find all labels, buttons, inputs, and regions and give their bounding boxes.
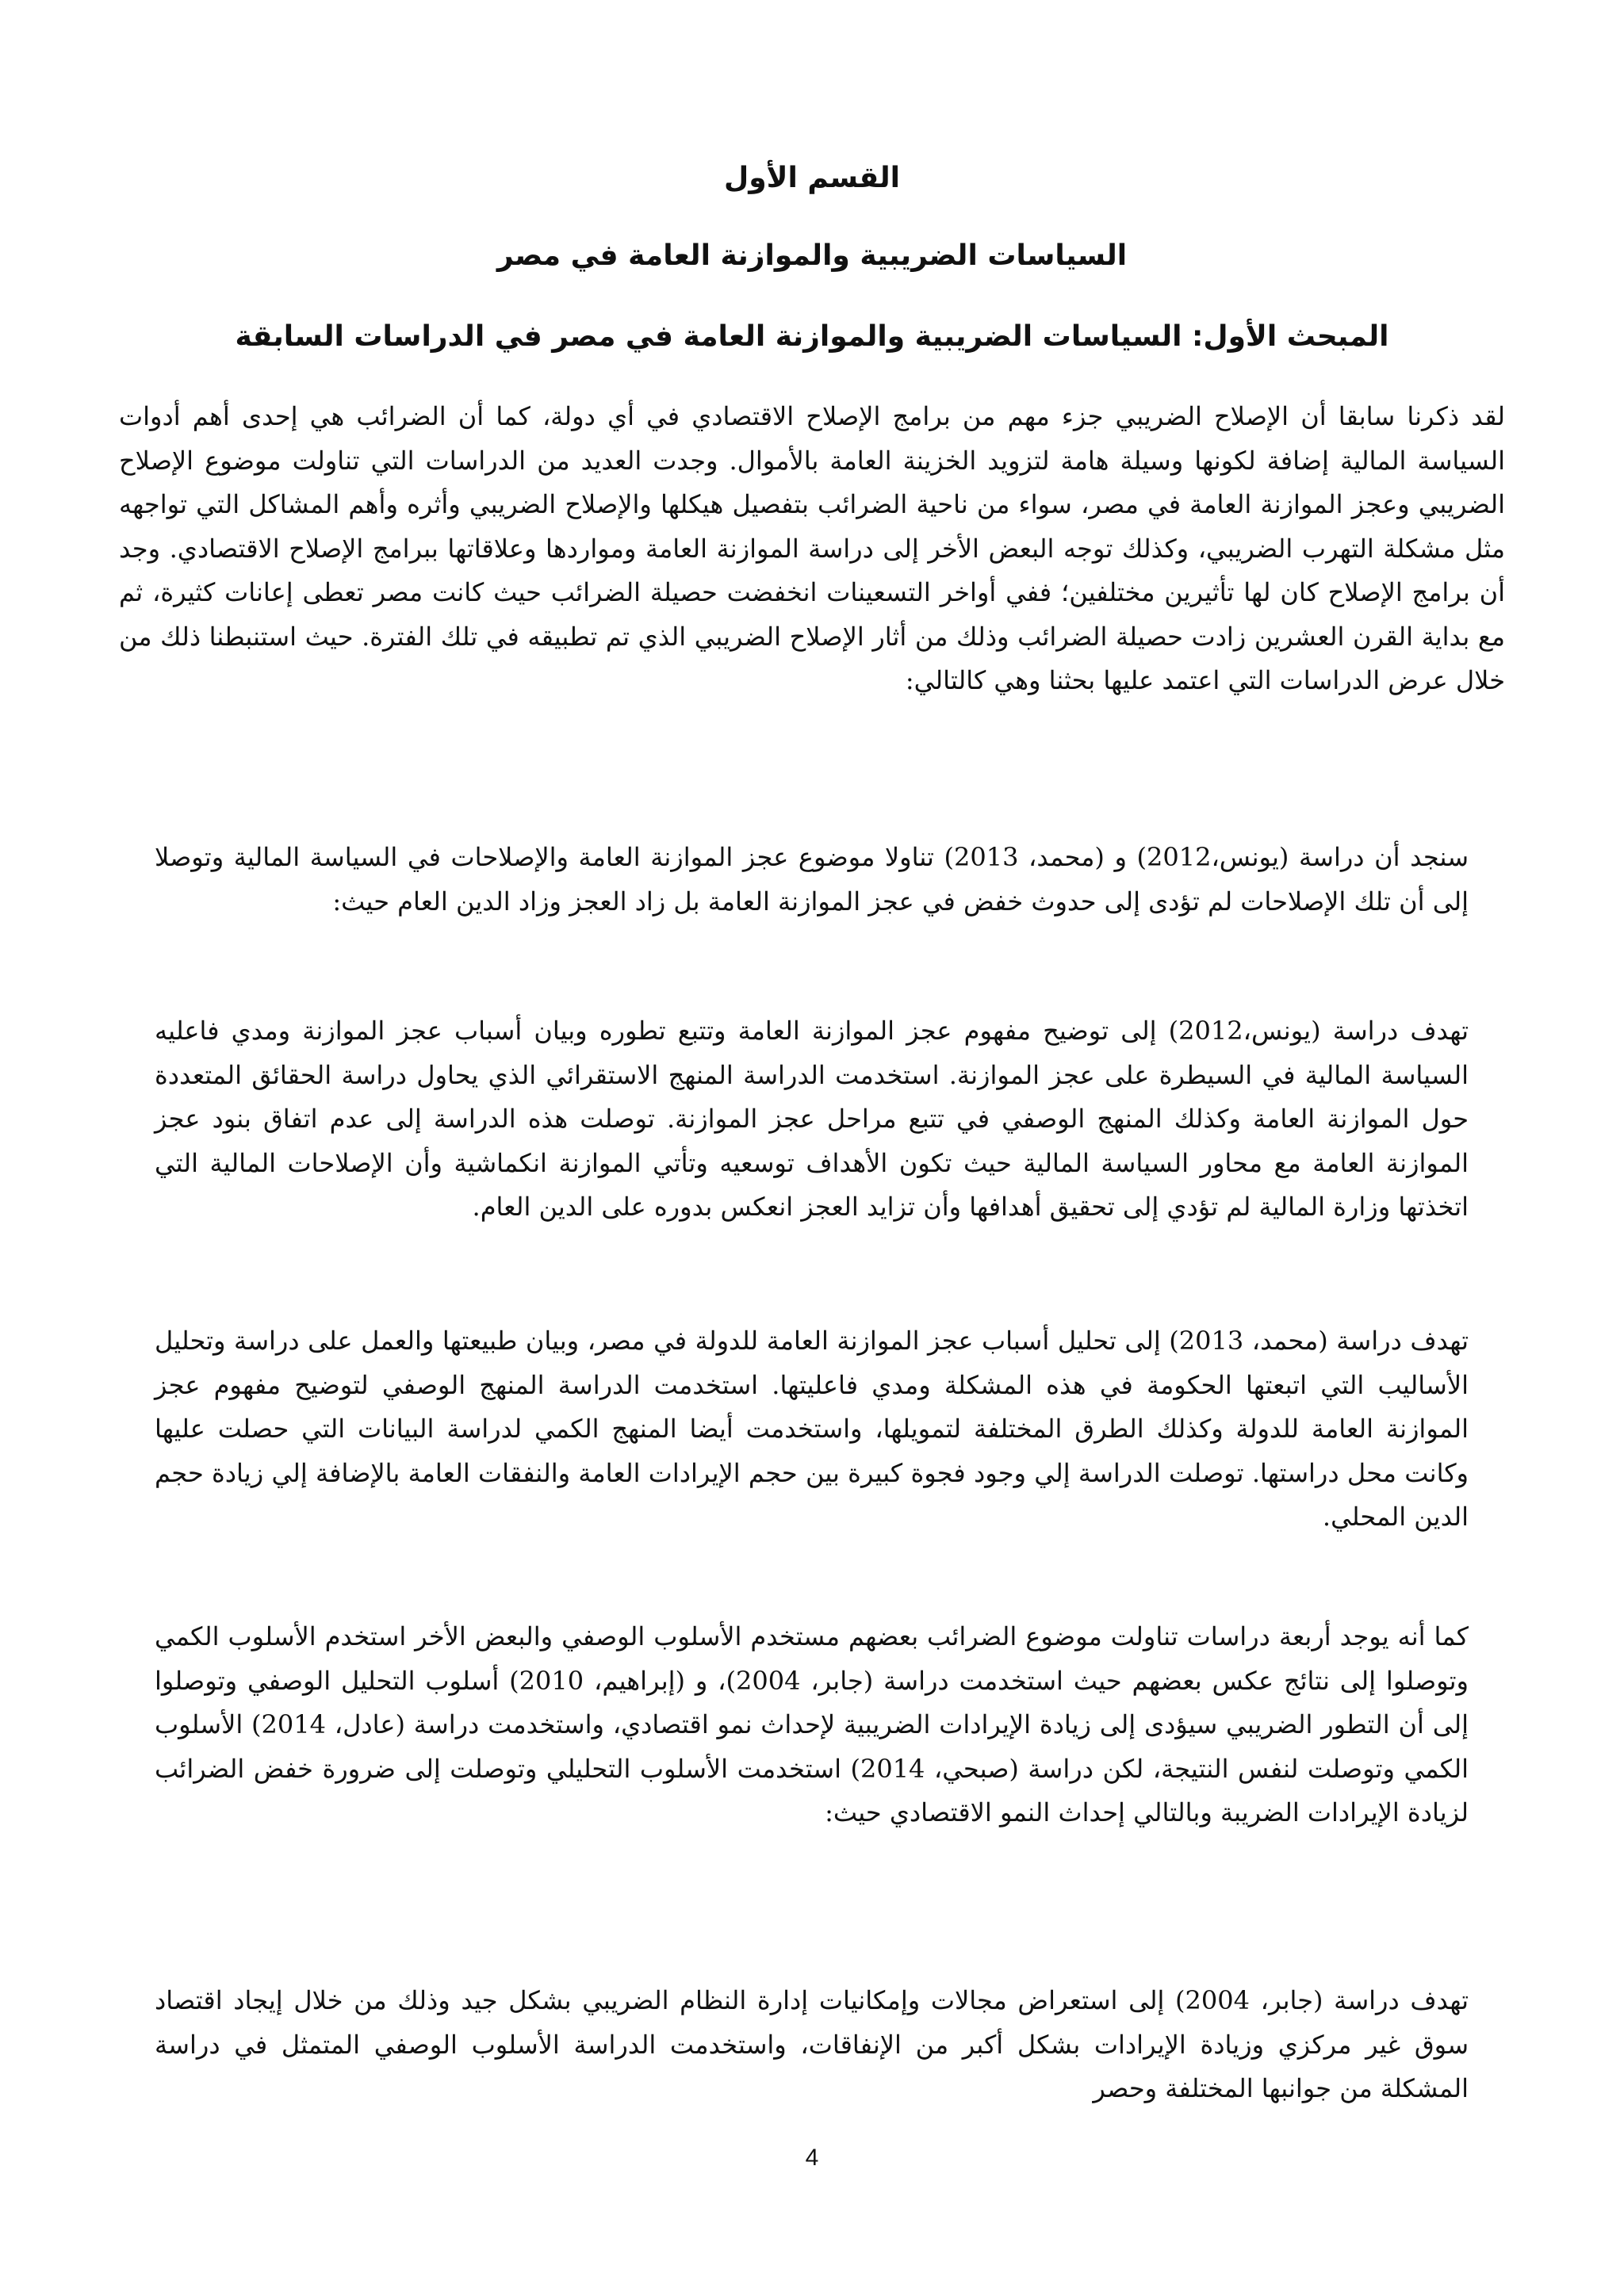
section-label: القسم الأول — [724, 162, 900, 194]
paragraph-study-younis: تهدف دراسة (يونس،2012) إلى توضيح مفهوم عجز الموازنة العامة وتتبع تطوره وبيان أسباب عجز الموازنة ومدي فاعليه السياسة المالية في السيطرة على عجز الموازنة. استخدمت الدراسة المنهج الاستقرائي الذي يحاول دراسة الحقائق المتعددة حول الموازنة العامة وكذلك المنهج الوصفي في تتبع مراحل عجز الموازنة. توصلت هذه الدراسة إلى عدم اتفاق بنود عجز الموازنة العامة مع محاور السياسة المالية حيث تكون الأهداف توسعيه وتأتي الموازنة انكماشية وأن الإصلاحات المالية التي اتخذتها وزارة المالية لم تؤدي إلى تحقيق أهدافها وأن تزايد العجز انعكس بدوره على الدين العام. — [155, 1016, 1469, 1222]
paragraph-intro: لقد ذكرنا سابقا أن الإصلاح الضريبي جزء مهم من برامج الإصلاح الاقتصادي في أي دولة، كما أن الضرائب هي إحدى أهم أدوات السياسة المالية إضافة لكونها وسيلة هامة لتزويد الخزينة العامة بالأموال. وجدت العديد من الدراسات التي تناولت موضوع الإصلاح الضريبي وعجز الموازنة العامة في مصر، سواء من ناحية الضرائب بتفصيل هيكلها والإصلاح الضريبي وأثره وأهم المشاكل التي تواجهه مثل مشكلة التهرب الضريبي، وكذلك توجه البعض الأخر إلى دراسة الموازنة العامة ومواردها وعلاقاتها ببرامج الإصلاح الاقتصادي. وجد أن برامج الإصلاح كان لها تأثيرين مختلفين؛ ففي أواخر التسعينات انخفضت حصيلة الضرائب حيث كانت مصر تعطى إعانات كثيرة، ثم مع بداية القرن العشرين زادت حصيلة الضرائب وذلك من أثار الإصلاح الضريبي الذي تم تطبيقه في تلك الفترة. حيث استنبطنا ذلك من خلال عرض الدراسات التي اعتمد عليها بحثنا وهي كالتالي: — [119, 401, 1506, 695]
paragraph-studies-overview: سنجد أن دراسة (يونس،2012) و (محمد، 2013) تناولا موضوع عجز الموازنة العامة والإصلاحات في السياسة المالية وتوصلا إلى أن تلك الإصلاحات لم تؤدى إلى حدوث خفض في عجز الموازنة العامة بل زاد العجز وزاد الدين العام حيث: — [155, 842, 1469, 916]
paragraph-study-jaber: تهدف دراسة (جابر، 2004) إلى استعراض مجالات وإمكانيات إدارة النظام الضريبي بشكل جيد وذلك من خلال إيجاد اقتصاد سوق غير مركزي وزيادة الإيرادات بشكل أكبر من الإنفاقات، واستخدمت الدراسة الأسلوب الوصفي المتمثل في دراسة المشكلة من جوانبها المختلفة وحصر — [155, 1985, 1469, 2103]
page-number: 4 — [805, 2145, 819, 2171]
paragraph-study-mohamed: تهدف دراسة (محمد، 2013) إلى تحليل أسباب عجز الموازنة العامة للدولة في مصر، وبيان طبيعتها والعمل على دراسة وتحليل الأساليب التي اتبعتها الحكومة في هذه المشكلة ومدي فاعليتها. استخدمت الدراسة المنهج الوصفي لتوضيح مفهوم عجز الموازنة العامة للدولة وكذلك الطرق المختلفة لتمويلها، واستخدمت أيضا المنهج الكمي لدراسة البيانات التي حصلت عليها وكانت محل دراستها. توصلت الدراسة إلي وجود فجوة كبيرة بين حجم الإيرادات العامة والنفقات العامة بالإضافة إلي زيادة حجم الدين المحلي. — [155, 1326, 1469, 1532]
chapter-title: المبحث الأول: السياسات الضريبية والموازنة العامة في مصر في الدراسات السابقة — [235, 320, 1389, 353]
paragraph-tax-studies: كما أنه يوجد أربعة دراسات تناولت موضوع الضرائب بعضهم مستخدم الأسلوب الوصفي والبعض الأخر استخدم الأسلوب الكمي وتوصلوا إلى نتائج عكس بعضهم حيث استخدمت دراسة (جابر، 2004)، و (إبراهيم، 2010) أسلوب التحليل الوصفي وتوصلوا إلى أن التطور الضريبي سيؤدى إلى زيادة الإيرادات الضريبية لإحداث نمو اقتصادي، واستخدمت دراسة (عادل، 2014) الأسلوب الكمي وتوصلت لنفس النتيجة، لكن دراسة (صبحي، 2014) استخدمت الأسلوب التحليلي وتوصلت إلى ضرورة خفض الضرائب لزيادة الإيرادات الضريبة وبالتالي إحداث النمو الاقتصادي حيث: — [155, 1621, 1469, 1827]
document-title: السياسات الضريبية والموازنة العامة في مصر — [496, 239, 1128, 272]
